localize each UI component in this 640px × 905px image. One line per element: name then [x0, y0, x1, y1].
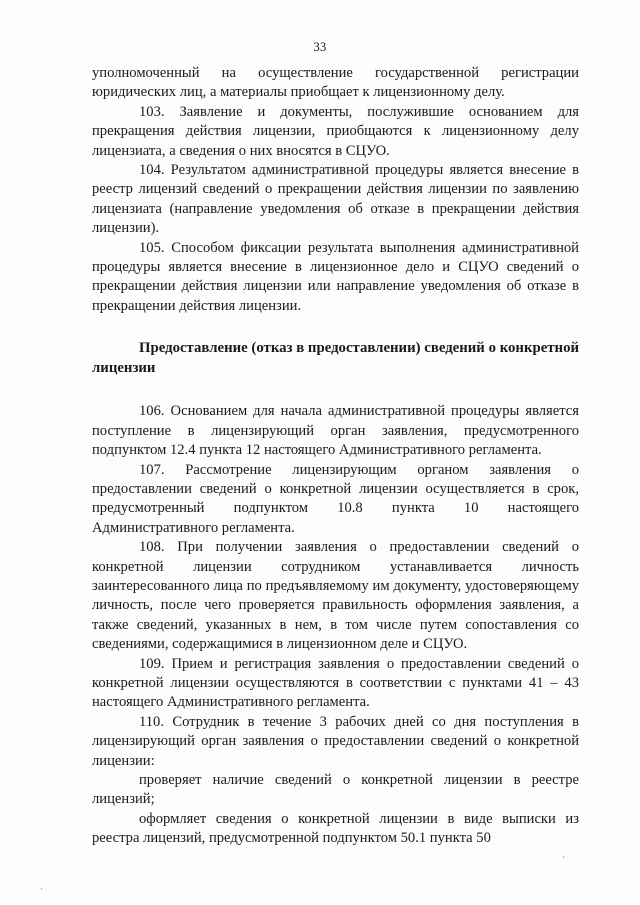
paragraph-110-item-2: оформляет сведения о конкретной лицензии в виде выписки из реестра лицензий, предусмотренной подпунктом 50.1 пункта 50 — [92, 810, 579, 847]
page-body — [92, 64, 579, 849]
paragraph-106: 106. Основанием для начала административной процедуры является поступление в лицензирующий орган заявления, предусмотренного подпунктом 12.4 пункта 12 настоящего Административного регламента. — [92, 403, 579, 459]
paragraph-108: 108. При получении заявления о предоставлении сведений о конкретной лицензии сотрудником устанавливается личность заинтересованного лица по предъявляемому им документу, удостоверяющему личность, после чего проверяется правильность оформления заявления, а также сведений, указанных в нем, в том числе путем сопоставления со сведениями, содержащимися в лицензионном деле и СЦУО. — [92, 539, 579, 653]
paragraph-109: 109. Прием и регистрация заявления о предоставлении сведений о конкретной лицензии осуществляются в соответствии с пунктами 41 – 43 настоящего Административного регламента. — [92, 655, 579, 711]
paragraph-105: 105. Способом фиксации результата выполнения административной процедуры является внесение в лицензионное дело и СЦУО сведений о прекращении действия лицензии или направление уведомления об отказе в прекращении действия лицензии. — [92, 239, 579, 314]
paragraph-110-item-1: проверяет наличие сведений о конкретной лицензии в реестре лицензий; — [92, 772, 579, 808]
paragraph-104: 104. Результатом административной процедуры является внесение в реестр лицензий сведений о прекращении действия лицензии по заявлению лицензиата (направление уведомления об отказе в прекращении действия лицензии). — [92, 162, 579, 237]
page-number: 33 — [313, 40, 327, 54]
paragraph-107: 107. Рассмотрение лицензирующим органом заявления о предоставлении сведений о конкретной лицензии осуществляется в срок, предусмотренный подпунктом 10.8 пункта 10 настоящего Административного регламента. — [92, 461, 579, 536]
section-heading: Предоставление (отказ в предоставлении) сведений о конкретной лицензии — [92, 340, 579, 377]
scan-artifact-mark: · — [562, 853, 565, 863]
scan-artifact-mark: · — [40, 885, 43, 895]
paragraph-continuation: уполномоченный на осуществление государственной регистрации юридических лиц, а материалы приобщает к лицензионному делу. — [92, 65, 579, 101]
paragraph-103: 103. Заявление и документы, послужившие основанием для прекращения действия лицензии, приобщаются к лицензионному делу лицензиата, а сведения о них вносятся в СЦУО. — [92, 103, 579, 159]
paragraph-110: 110. Сотрудник в течение 3 рабочих дней со дня поступления в лицензирующий орган заявления о предоставлении сведений о конкретной лицензии: — [92, 713, 579, 769]
